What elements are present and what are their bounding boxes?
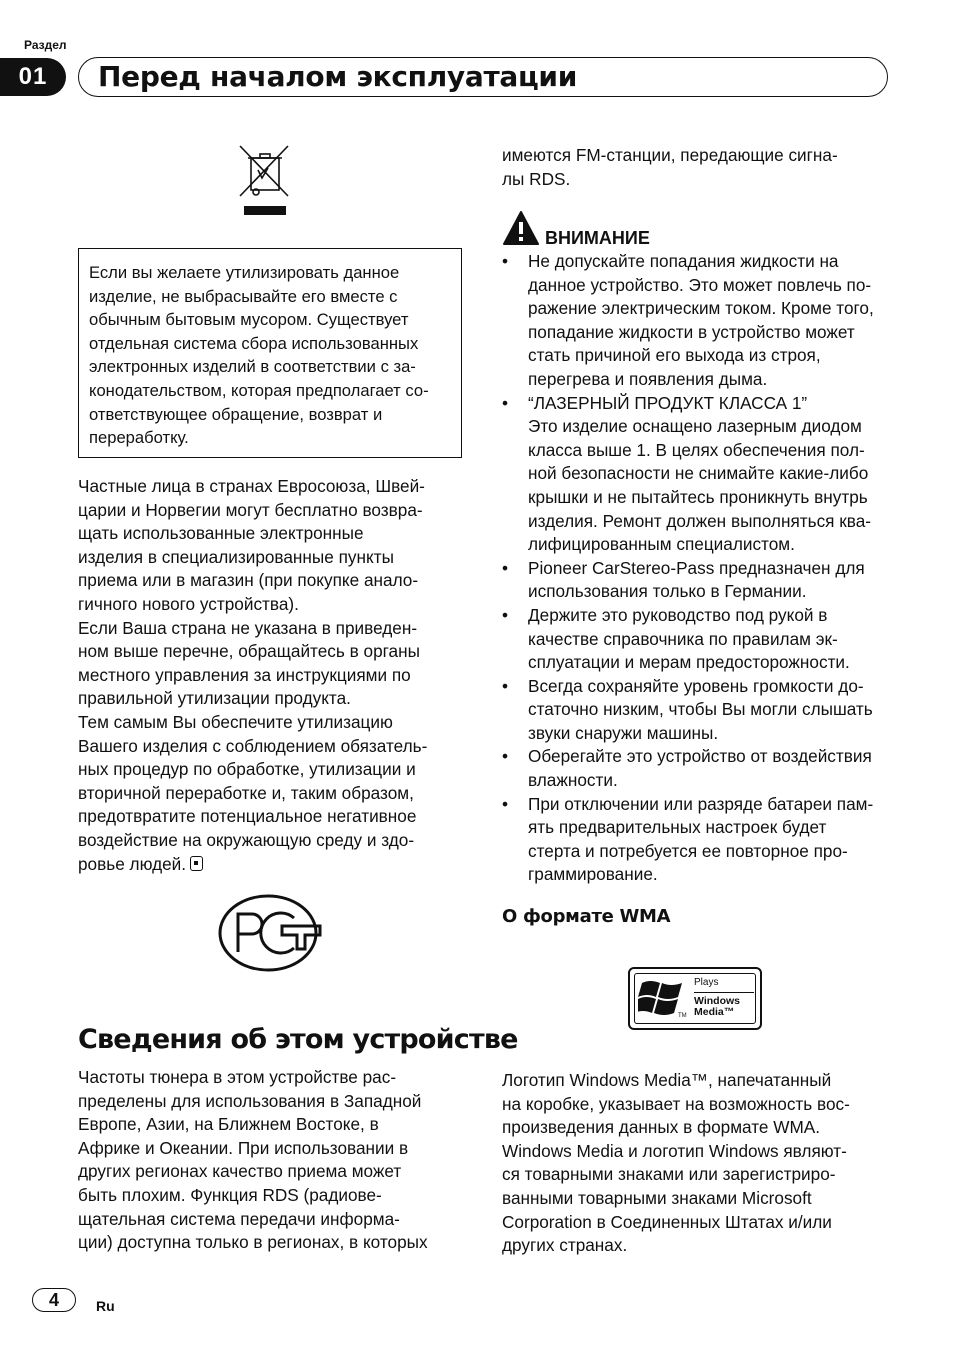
warning-triangle-icon	[502, 210, 540, 246]
text-line: местного управления за инструкциями по	[78, 664, 411, 685]
notice-line: изделие, не выбрасывайте его вместе с	[89, 286, 398, 306]
section-number-badge: 01	[0, 58, 66, 96]
notice-line: электронных изделий в соответствии с за-	[89, 357, 416, 377]
text-line: приема или в магазин (при покупке анало-	[78, 570, 419, 591]
notice-line: конодательством, которая предполагает со-	[89, 380, 429, 400]
text-line-end: ровье людей.	[78, 853, 187, 874]
text-line: Windows Media и логотип Windows являют-	[502, 1140, 847, 1161]
text-line: класса выше 1. В целях обеспечения пол-	[528, 439, 865, 460]
disposal-paragraph	[78, 475, 470, 876]
text-line: ять предварительных настроек будет	[528, 817, 827, 838]
notice-line: Если вы желаете утилизировать данное	[89, 263, 400, 282]
caution-title: ВНИМАНИЕ	[545, 228, 650, 248]
caution-item	[502, 250, 902, 392]
text-line: на коробке, указывает на возможность вос-	[502, 1093, 850, 1114]
text-line: лифицированным специалистом.	[528, 534, 795, 555]
text-line: качестве справочника по правилам эк-	[528, 628, 838, 649]
text-line: Европе, Азии, на Ближнем Востоке, в	[78, 1114, 379, 1135]
caution-list	[502, 250, 902, 887]
text-line: • Всегда сохраняйте уровень громкости до-	[528, 675, 864, 696]
caution-item	[502, 793, 902, 887]
text-line: • При отключении или разряде батареи пам-	[528, 793, 874, 814]
text-line: царии и Норвегии могут бесплатно возвра-	[78, 499, 423, 520]
text-line: данное устройство. Это может повлечь по-	[528, 274, 872, 295]
text-line: Африке и Океании. При использовании в	[78, 1137, 409, 1158]
text-line: вторичной переработке и, таким образом,	[78, 782, 414, 803]
text-line: влажности.	[528, 770, 618, 791]
logo-plays-text: Plays	[694, 977, 719, 988]
text-line	[78, 853, 470, 877]
caution-item	[502, 745, 902, 792]
text-line: • Pioneer CarStereo-Pass предназначен для	[528, 557, 865, 578]
text-line: ном выше перечне, обращайтесь в органы	[78, 641, 420, 662]
text-line: Тем самым Вы обеспечите утилизацию	[78, 711, 393, 732]
windows-media-logo	[628, 967, 762, 1030]
logo-divider	[694, 992, 754, 993]
text-line: ции) доступна только в регионах, в которых	[78, 1232, 428, 1253]
text-line: • Не допускайте попадания жидкости на	[528, 251, 839, 271]
text-line: ванными товарными знаками Microsoft	[502, 1187, 812, 1208]
logo-windows-text: Windows	[694, 995, 740, 1007]
text-line: щать использованные электронные	[78, 523, 364, 544]
text-line: гичного нового устройства).	[78, 593, 299, 614]
text-line: щательная система передачи информа-	[78, 1208, 400, 1229]
section-heading: Сведения об этом устройстве	[78, 1024, 518, 1055]
text-line: попадание жидкости в устройство может	[528, 321, 855, 342]
text-line: стать причиной его выхода из строя,	[528, 345, 821, 366]
text-line: звуки снаружи машины.	[528, 722, 719, 743]
text-line: Вашего изделия с соблюдением обязатель-	[78, 735, 428, 756]
section-label: Раздел	[24, 38, 67, 52]
language-code: Ru	[96, 1298, 115, 1314]
text-line: ражение электрическим током. Кроме того,	[528, 298, 874, 319]
text-line: • “ЛАЗЕРНЫЙ ПРОДУКТ КЛАССА 1”	[528, 392, 808, 413]
caution-item	[502, 557, 902, 604]
text-line: произведения данных в формате WMA.	[502, 1117, 821, 1138]
logo-tm-text: TM	[678, 1013, 687, 1019]
text-line: статочно низким, чтобы Вы могли слышать	[528, 699, 873, 720]
page-title: Перед началом эксплуатации	[98, 60, 578, 93]
text-line: предотвратите потенциальное негативное	[78, 806, 417, 827]
text-line: пределены для использования в Западной	[78, 1090, 422, 1111]
caution-item	[502, 604, 902, 675]
notice-line: обычным бытовым мусором. Существует	[89, 310, 409, 330]
text-line: правильной утилизации продукта.	[78, 688, 351, 709]
notice-line: ответствующее обращение, возврат и	[89, 404, 383, 424]
text-line: изделия в специализированные пункты	[78, 546, 394, 567]
text-line: сплуатации и мерам предосторожности.	[528, 652, 850, 673]
crossed-out-wheelie-bin-icon	[238, 144, 292, 218]
text-line: крышки и не пытайтесь проникнуть внутрь	[528, 486, 868, 507]
notice-line: отдельная система сбора использованных	[89, 333, 419, 353]
logo-windows-media-text	[694, 996, 740, 1018]
text-line: перегрева и появления дыма.	[528, 368, 768, 389]
wma-heading: О формате WMA	[502, 906, 671, 927]
caution-item	[502, 392, 902, 557]
text-line: Если Ваша страна не указана в приведен-	[78, 617, 418, 638]
end-of-section-icon	[190, 856, 203, 871]
page-number: 4	[32, 1288, 76, 1312]
text-line: других странах.	[502, 1235, 628, 1256]
text-line: других регионах качество приема может	[78, 1161, 402, 1182]
disposal-notice-box	[78, 248, 462, 458]
text-line: Частоты тюнера в этом устройстве рас-	[78, 1067, 397, 1087]
text-line: изделия. Ремонт должен выполняться ква-	[528, 510, 871, 531]
text-line: имеются FM-станции, передающие сигна-	[502, 145, 838, 165]
text-line: стерта и потребуется ее повторное про-	[528, 840, 848, 861]
text-line: быть плохим. Функция RDS (радиове-	[78, 1184, 382, 1205]
text-line: Логотип Windows Media™, напечатанный	[502, 1070, 832, 1090]
text-line: • Держите это руководство под рукой в	[528, 604, 828, 625]
text-line: ной безопасности не снимайте какие-либо	[528, 463, 869, 484]
wma-paragraph	[502, 1069, 902, 1258]
text-line: воздействие на окружающую среду и здо-	[78, 829, 415, 850]
device-paragraph	[78, 1066, 470, 1255]
logo-media-text: Media™	[694, 1006, 735, 1018]
pct-certification-mark-icon	[216, 892, 324, 974]
notice-line: переработку.	[89, 428, 189, 448]
text-line: лы RDS.	[502, 168, 571, 189]
continued-paragraph	[502, 144, 902, 191]
text-line: использования только в Германии.	[528, 581, 807, 602]
text-line: Corporation в Соединенных Штатах и/или	[502, 1211, 832, 1232]
text-line: ся товарными знаками или зарегистриро-	[502, 1164, 836, 1185]
text-line: Это изделие оснащено лазерным диодом	[528, 416, 862, 437]
text-line: Частные лица в странах Евросоюза, Швей-	[78, 476, 425, 496]
text-line: • Оберегайте это устройство от воздействия	[528, 746, 872, 767]
text-line: ных процедур по обработке, утилизации и	[78, 759, 416, 780]
text-line: граммирование.	[528, 864, 658, 885]
caution-item	[502, 675, 902, 746]
